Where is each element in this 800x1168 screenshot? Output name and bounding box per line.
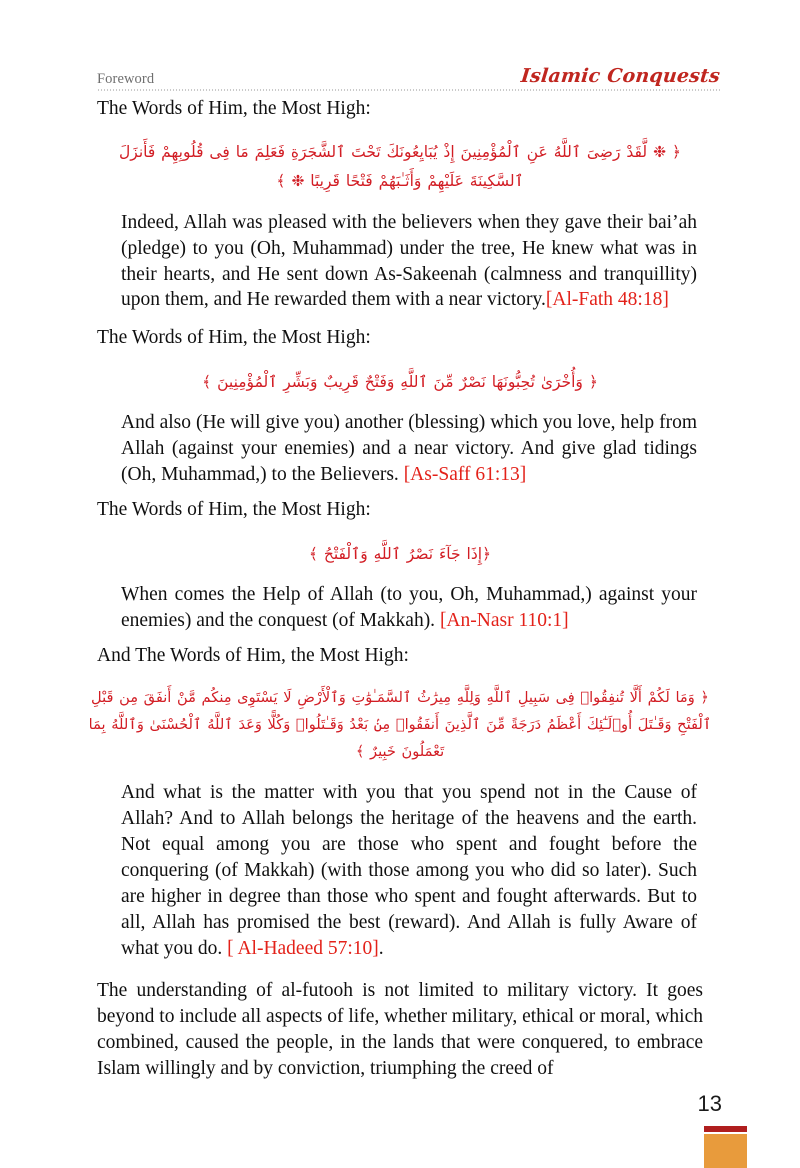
translation-3 [121,582,697,634]
translation-4 [121,780,697,961]
quran-verse-2: ﴿ وَأُخْرَىٰ تُحِبُّونَهَا نَصْرٌ مِّنَ ٱللَّهِ وَفَتْحٌ قَرِيبٌ وَبَشِّرِ ٱلْمُؤْمِنِينَ ﴾ [202,372,598,391]
page-content [0,96,800,1081]
translation-2-text: And also (He will give you) another (blessing) which you love, help from Allah (against your enemies) and a near victory. And give glad tidings (Oh, Muhammad,) to the Believers. [121,412,697,486]
translation-4-tail: . [378,937,384,959]
translation-4-reference: [ Al-Hadeed 57:10] [227,937,379,959]
quran-verse-1: ﴿ ❉ لَّقَدْ رَضِىَ ٱللَّهُ عَنِ ٱلْمُؤْمِنِينَ إِذْ يُبَايِعُونَكَ تَحْتَ ٱلشَّجَرَةِ فَعَلِمَ مَا فِى قُلُوبِهِمْ فَأَنزَلَ ٱلسَّكِينَةَ عَلَيْهِمْ وَأَثَـٰبَهُمْ فَتْحًا قَرِيبًا ❉ ﴾ [119,143,681,191]
translation-2-reference: [As-Saff 61:13] [403,464,527,486]
lead-line-1: The Words of Him, the Most High: [97,98,371,119]
translation-1-reference: [Al-Fath 48:18] [545,289,669,311]
footer-ornament-bar [704,1126,747,1132]
translation-2 [121,410,697,488]
translation-3-text: When comes the Help of Allah (to you, Oh, Muhammad,) against your enemies) and the conquest (of Makkah). [121,584,697,632]
lead-line-2: The Words of Him, the Most High: [97,327,371,349]
lead-line-3: The Words of Him, the Most High: [97,499,371,521]
footer-ornament [704,1126,747,1168]
footer-ornament-block [704,1134,747,1168]
header-divider [97,89,720,91]
header-book-title: Islamic Conquests [519,65,722,87]
quran-verse-4: ﴿ وَمَا لَكُمْ أَلَّا تُنفِقُوا۟ فِى سَبِيلِ ٱللَّهِ وَلِلَّهِ مِيرَٰثُ ٱلسَّمَـٰوَٰتِ وَٱلْأَرْضِ لَا يَسْتَوِى مِنكُم مَّنْ أَنفَقَ مِن قَبْلِ ٱلْفَتْحِ وَقَـٰتَلَ أُو۟لَـٰٓئِكَ أَعْظَمُ دَرَجَةً مِّنَ ٱلَّذِينَ أَنفَقُوا۟ مِنۢ بَعْدُ وَقَـٰتَلُوا۟ وَكُلًّا وَعَدَ ٱللَّهُ ٱلْحُسْنَىٰ وَٱللَّهُ بِمَا تَعْمَلُونَ خَبِيرٌ ﴾ [88,689,712,761]
translation-3-reference: [An-Nasr 110:1] [439,610,569,632]
translation-1-text: Indeed, Allah was pleased with the believers when they gave their bai’ah (pledge) to you (Oh, Muhammad) under the tree, He knew what was in their hearts, and He sent down As-Sakeenah (calmness and tranquillity) upon them, and He rewarded them with a near victory. [121,211,697,311]
translation-4-text: And what is the matter with you that you spend not in the Cause of Allah? And to Allah belongs the heritage of the heavens and the earth. Not equal among you are those who spent and fought before the conquering (of Makkah) (with those among you who did so later). Such are higher in degree than those who spent and fought afterwards. But to all, Allah has promised the best (reward). And Allah is fully Aware of what you do. [121,782,697,959]
closing-paragraph: The understanding of al-futooh is not limited to military victory. It goes beyond to include all aspects of life, whether military, ethical or moral, which combined, caused the people, in the lands that were conquered, to embrace Islam willingly and by conviction, triumphing the creed of [97,979,703,1079]
page-number: 13 [697,1091,722,1116]
lead-line-4: And The Words of Him, the Most High: [97,645,409,667]
translation-1 [121,210,697,314]
header-row [97,62,720,86]
header-chapter-label: Foreword [97,70,155,87]
quran-verse-3: ﴿إِذَا جَآءَ نَصْرُ ٱللَّهِ وَٱلْفَتْحُ ﴾ [308,544,492,563]
page-header [97,62,720,92]
